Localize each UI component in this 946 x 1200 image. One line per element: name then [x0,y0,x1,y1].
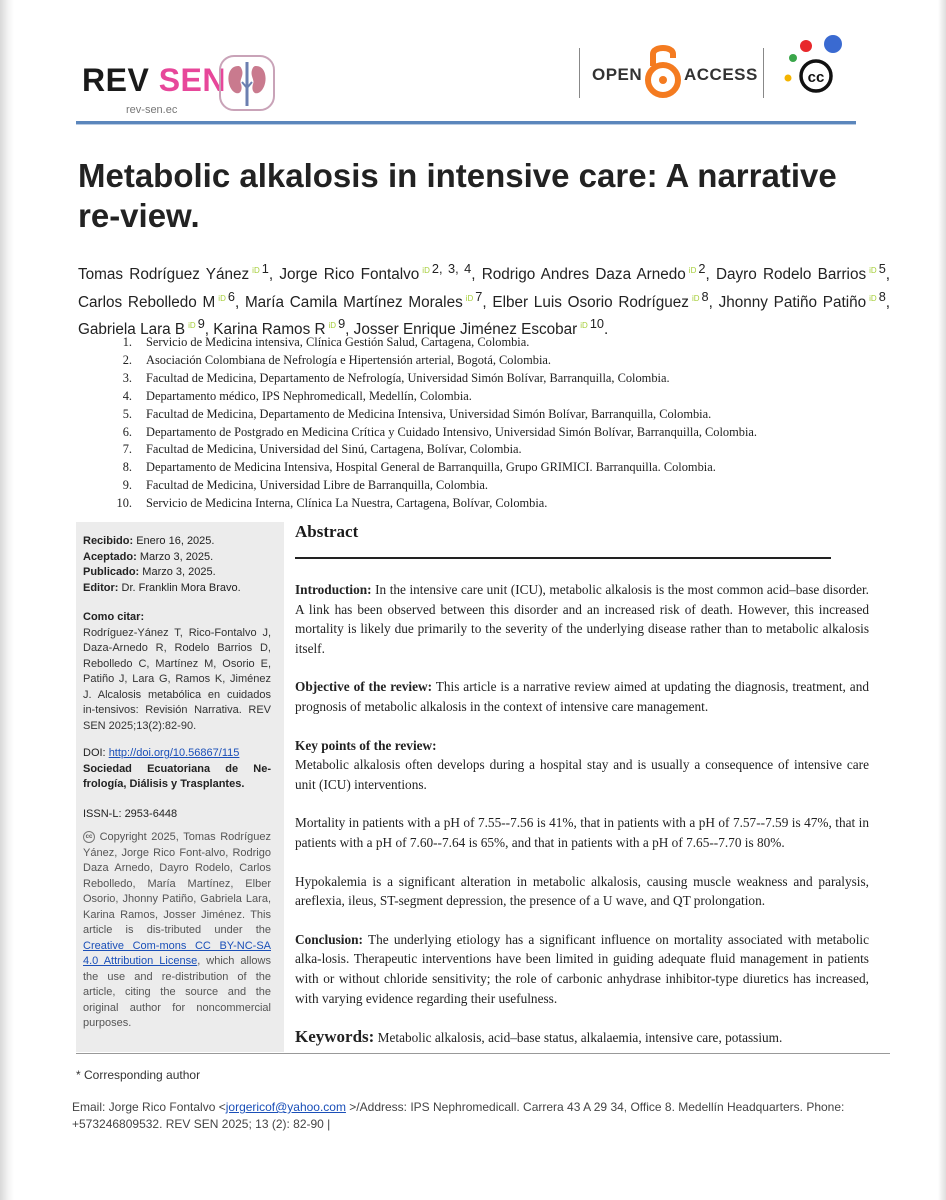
corresponding-author-contact: Email: Jorge Rico Fontalvo <jorgericof@yahoo.com >/Address: IPS Nephromedicall. Carrera 43 A 29 34, Office 8. Medellín Headquarters. Phone: +573246809532. REV SEN 2025; 13 (2): 82-90 | [72,1100,845,1131]
author-affiliation: 5 [878,261,886,276]
author-affiliation: 8 [701,288,709,304]
author-affiliation: 2, 3, 4 [431,261,472,276]
citation-label: Como citar: [83,611,145,623]
abstract-conclusion: Conclusion: The underlying etiology has a significant influence on mortality associated with metabolic alka-losis. Therapeutic interventions have been limited in guiding adequate fluid management in patients with or without chloride sensitivity; the role of carbonic anhydrase inhibitor-type diuretics has increased, with varying evidence regarding their usefulness. [295,931,869,1006]
doi-link[interactable]: http://doi.org/10.56867/115 [108,747,240,759]
author-name: Jhonny Patiño Patiño [718,293,867,311]
open-access-lock-icon [643,40,683,100]
creative-commons-icon [776,34,846,98]
orcid-icon: iD [688,266,697,275]
author-affiliation: 2 [698,261,706,276]
abstract-introduction: Introduction: In the intensive care unit (ICU), metabolic alkalosis is the most common acid–base disorder. A link has been observed between this disorder and an increased risk of death. However, this increased mortality is likely due primarily to the severity of the underlying disease rather than to metabolic alkalosis itself. [295,582,869,656]
orcid-icon: iD [691,293,700,303]
author-affiliation: 1 [261,261,269,276]
author-affiliation: 9 [338,316,346,332]
cc-small-icon: cc [83,831,95,843]
affiliation-list [108,334,888,513]
affiliation-item: 10. Servicio de Medicina Interna, Clínica La Nuestra, Cartagena, Bolívar, Colombia. [116,496,548,511]
header-rule-light [76,124,856,125]
author-name: Gabriela Lara B [78,321,186,339]
abstract-key-point-mortality: Mortality in patients with a pH of 7.55--7.56 is 41%, that in patients with a pH of 7.57--7.59 is 47%, that in patients with a pH of 7.60--7.64 is 65%, and that in patients with a pH of 7.65--7.70 is 80%. [295,815,869,850]
affiliation-item: 1. Servicio de Medicina intensiva, Clínica Gestión Salud, Cartagena, Colombia. [122,335,530,349]
orcid-icon: iD [465,293,474,303]
orcid-icon: iD [252,266,260,275]
author-name: Jorge Rico Fontalvo [279,266,420,284]
open-access-open: OPEN [592,65,643,84]
article-dates: Recibido: Enero 16, 2025. Aceptado: Marzo 3, 2025. Publicado: Marzo 3, 2025. Editor: Dr. Franklin Mora Bravo. [83,535,241,594]
author-name: Elber Luis Osorio Rodríguez [492,293,689,311]
author-name: Tomas Rodríguez Yánez [78,266,250,284]
author-name: María Camila Martínez Morales [244,293,463,311]
logo-rev: REV [82,62,150,98]
society-name: Sociedad Ecuatoriana de Ne-frología, Diálisis y Trasplantes. [83,762,271,790]
article-title: Metabolic alkalosis in intensive care: A narrative re-view. [78,157,837,234]
page-edge-shadow [0,0,14,1200]
author-affiliation: 6 [227,288,235,304]
page-edge-shadow-right [938,0,946,1200]
affiliation-item: 8. Departamento de Medicina Intensiva, Hospital General de Barranquilla, Grupo GRIMICI. Barranquilla. Colombia. [122,460,716,475]
svg-text:cc: cc [807,69,825,86]
affiliation-item: 2. Asociación Colombiana de Nefrología e Hipertensión arterial, Bogotá, Colombia. [122,352,551,367]
logo-sen: SEN [158,62,226,98]
orcid-icon: iD [869,266,877,275]
corresponding-author-note: * Corresponding author [76,1068,201,1082]
affiliation-item: 7. Facultad de Medicina, Universidad del Sinú, Cartagena, Bolívar, Colombia. [122,442,522,457]
copyright-block: cc Copyright 2025, Tomas Rodríguez Yánez, Jorge Rico Font-alvo, Rodrigo Daza Arnedo, Dayro Rodelo, Carlos Rebolledo, María Martínez, Elber Osorio, Jhonny Patiño, Gabriela Lara, Karina Ramos, Josser Jiménez. This article is dis-tributed under the Creative Com-mons CC BY-NC-SA 4.0 Attribution License, which allows the use and re-distribution of the article, citing the source and the original author for noncommercial purposes. [83,831,271,1029]
license-link[interactable]: Creative Com-mons CC BY-NC-SA 4.0 Attribution License [83,939,271,967]
affiliation-item: 3. Facultad de Medicina, Departamento de Nefrología, Universidad Simón Bolívar, Barranquilla, Colombia. [122,370,670,385]
author-list: Tomas Rodríguez Yánez $^{iD}$ $^1$, Jorge Rico Fontalvo $^{iD}$ $^{2, 3, 4}$, Rodrigo Andres Daza Arnedo $^{iD}$ $^2$, Dayro Rodelo Barrios $^{iD}$ $^5$, Carlos Rebolledo M $^{iD}$ $^6$, María Camila Martínez Morales $^{iD}$ $^7$, Elber Luis Osorio Rodríguez $^{iD}$ $^8$, Jhonny Patiño Patiño $^{iD}$ $^8$, Gabriela Lara B $^{iD}$ $^9$, Karina Ramos R $^{iD}$ $^9$, Josser Enrique Jiménez Escobar $^{iD}$ $^{10}$. [78,261,891,339]
journal-url: rev-sen.ec [126,104,178,116]
author-affiliation: 8 [878,288,886,304]
abstract-keywords: Keywords: Metabolic alkalosis, acid–base status, alkalaemia, intensive care, potassium. [295,1027,783,1047]
author-name: Karina Ramos R [213,321,326,339]
abstract-key-points: Key points of the review: Metabolic alkalosis often develops during a hospital stay and is usually a consequence of intensive care unit (ICU) interventions. [295,737,869,792]
abstract-body [295,580,869,1067]
abstract-rule [295,557,831,559]
author-affiliation: 10 [589,316,605,332]
affiliation-item: 6. Departamento de Postgrado en Medicina Crítica y Cuidado Intensivo, Universidad Simón Bolívar, Barranquilla, Colombia. [122,424,757,439]
author-name: Rodrigo Andres Daza Arnedo [481,266,686,284]
author-name: Dayro Rodelo Barrios [715,266,867,284]
orcid-icon: iD [188,321,196,331]
header-separator [579,48,580,98]
author-affiliation: 9 [197,316,205,332]
orcid-icon: iD [869,293,877,303]
abstract-objective: Objective of the review: This article is a narrative review aimed at updating the diagnosis, treatment, and prognosis of metabolic alkalosis in the context of intensive care management. [295,679,869,714]
open-access-access: ACCESS [684,65,758,84]
affiliation-item: 9. Facultad de Medicina, Universidad Libre de Barranquilla, Colombia. [122,478,489,493]
journal-logo [82,62,226,99]
header-separator [763,48,764,98]
abstract-heading: Abstract [295,522,359,541]
doi-block: DOI: http://doi.org/10.56867/115 Sociedad Ecuatoriana de Ne-frología, Diálisis y Trasplantes. [83,746,271,793]
affiliation-item: 5. Facultad de Medicina, Departamento de Medicina Intensiva, Universidad Simón Bolívar, Barranquilla, Colombia. [122,406,712,421]
citation-text: Rodríguez-Yánez T, Rico-Fontalvo J, Daza-Arnedo R, Rodelo Barrios D, Rebolledo C, Martínez M, Osorio E, Patiño J, Lara G, Ramos K, Jiménez J. Alcalosis metabólica en cuidados in-tensivos: Revisión Narrativa. REV SEN 2025;13(2):82-90. [83,626,271,732]
email-link[interactable]: jorgericof@yahoo.com [225,1100,346,1114]
orcid-icon: iD [328,321,337,331]
issn-block [83,807,271,823]
abstract-key-point-hypokalemia: Hypokalemia is a significant alteration in metabolic alkalosis, causing muscle weakness and paralysis, areflexia, ileus, ST-segment depression, the presence of a U wave, and QT prolongation. [295,873,869,909]
affiliation-item: 4. Departamento médico, IPS Nephromedicall, Medellín, Colombia. [122,388,472,403]
footer-rule [76,1053,890,1054]
orcid-icon: iD [218,293,226,303]
author-name: Carlos Rebolledo M [78,293,216,311]
orcid-icon: iD [422,266,430,275]
kidney-icon [218,54,276,112]
author-name: Josser Enrique Jiménez Escobar [353,321,578,339]
article-info-content [83,534,271,1032]
orcid-icon: iD [580,321,588,331]
author-affiliation: 7 [475,288,483,304]
citation-block [83,610,271,734]
issn: ISSN-L: 2953-6448 [83,807,178,820]
